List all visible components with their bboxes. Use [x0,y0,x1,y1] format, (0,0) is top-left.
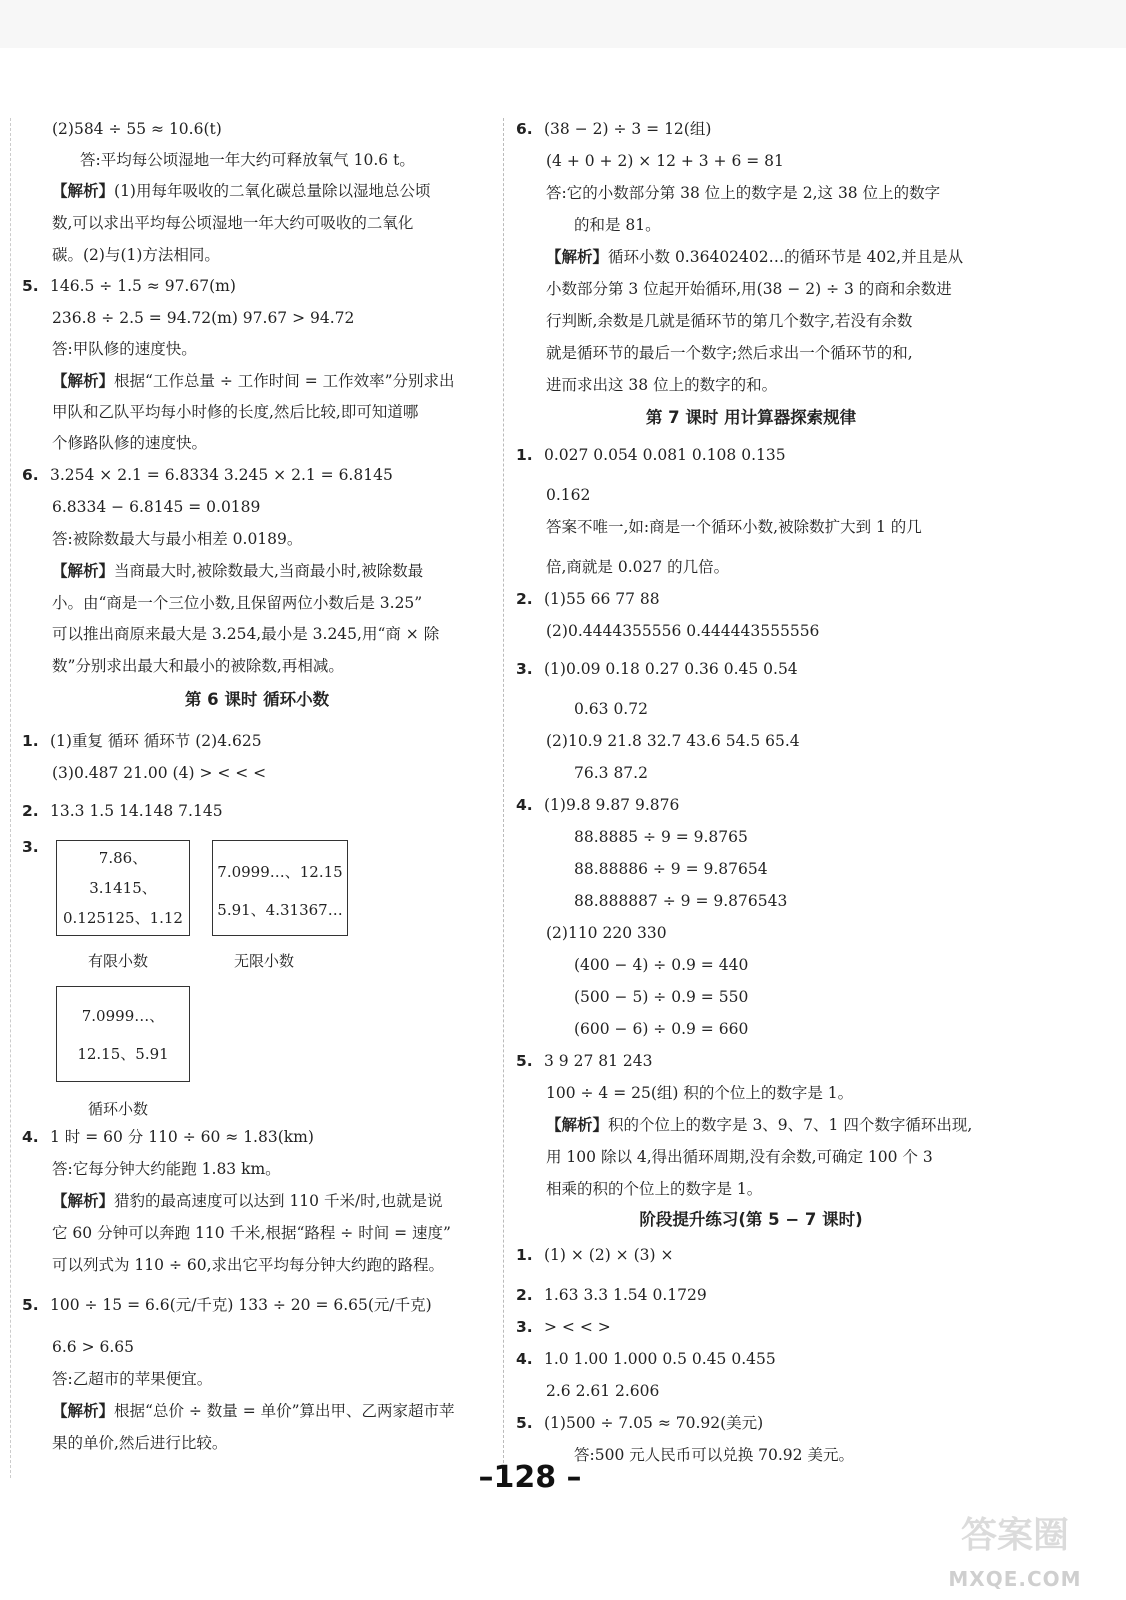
analysis-line: 果的单价,然后进行比较。 [52,1434,228,1452]
question-number: 5. [516,1414,533,1432]
answer-line: 76.3 87.2 [574,764,648,782]
question-number: 6. [22,466,39,484]
question-number: 5. [516,1052,533,1070]
analysis-line: 【解析】根据“总价 ÷ 数量 = 单价”算出甲、乙两家超市苹 [52,1402,455,1420]
recurring-caption: 循环小数 [88,1100,149,1118]
analysis-line: 行判断,余数是几就是循环节的第几个数字,若没有余数 [546,312,913,330]
answer-line: (400 − 4) ÷ 0.9 = 440 [574,956,749,974]
question-number: 3. [516,1318,533,1336]
question-2 [516,588,660,610]
answer-text: 13.3 1.5 14.148 7.145 [50,802,223,820]
question-number: 4. [22,1128,39,1146]
analysis-line: 【解析】当商最大时,被除数最大,当商最小时,被除数最 [52,562,424,580]
box-line: 3.1415、 [89,879,157,897]
answer-line: 答:平均每公顷湿地一年大约可释放氧气 10.6 t。 [80,151,415,169]
answer-text: (1)0.09 0.18 0.27 0.36 0.45 0.54 [544,660,798,678]
question-2 [22,800,223,822]
analysis-line: 【解析】积的个位上的数字是 3、9、7、1 四个数字循环出现, [546,1116,973,1134]
question-number: 2. [22,802,39,820]
answer-line: 答:甲队修的速度快。 [52,340,197,358]
analysis-line: 就是循环节的最后一个数字;然后求出一个循环节的和, [546,344,913,362]
question-5 [22,275,236,297]
question-number: 6. [516,120,533,138]
question-2 [516,1284,707,1306]
question-1 [22,730,262,752]
analysis-line: 用 100 除以 4,得出循环周期,没有余数,可确定 100 个 3 [546,1148,933,1166]
analysis-line: 【解析】(1)用每年吸收的二氧化碳总量除以湿地总公顷 [52,182,431,200]
answer-text: 100 ÷ 15 = 6.6(元/千克) 133 ÷ 20 = 6.65(元/千克) [50,1296,432,1314]
question-3 [516,1316,611,1338]
analysis-tag: 【解析】 [52,372,115,390]
question-4 [516,1348,776,1370]
answer-text: (1) × (2) × (3) × [544,1246,674,1264]
answer-line: 答:500 元人民币可以兑换 70.92 美元。 [574,1446,854,1464]
answer-line: (2)584 ÷ 55 ≈ 10.6(t) [52,120,222,138]
analysis-tag: 【解析】 [52,182,115,200]
answer-line: (3)0.487 21.00 (4) > < < < [52,764,267,782]
answer-text: 3.254 × 2.1 = 6.8334 3.245 × 2.1 = 6.8145 [50,466,393,484]
question-6 [22,464,393,486]
finite-decimal-box [56,840,190,936]
answer-line: (2)110 220 330 [546,924,667,942]
analysis-line: 可以推出商原来最大是 3.254,最小是 3.245,用“商 × 除 [52,625,440,643]
analysis-line: 个修路队修的速度快。 [52,434,208,452]
answer-text: (38 − 2) ÷ 3 = 12(组) [544,120,712,138]
recurring-decimal-box [56,986,190,1082]
question-number: 2. [516,1286,533,1304]
question-number: 3. [516,660,533,678]
question-3 [22,836,50,858]
box-line: 0.125125、1.12 [63,909,183,927]
question-5 [22,1294,432,1316]
question-number: 5. [22,1296,39,1314]
answer-line: 0.63 0.72 [574,700,648,718]
analysis-line: 碳。(2)与(1)方法相同。 [52,246,220,264]
analysis-line: 甲队和乙队平均每小时修的长度,然后比较,即可知道哪 [52,403,419,421]
answer-line: 的和是 81。 [574,216,661,234]
answer-line: (4 + 0 + 2) × 12 + 3 + 6 = 81 [546,152,784,170]
answer-line: 答:被除数最大与最小相差 0.0189。 [52,530,303,548]
analysis-line: 数,可以求出平均每公顷湿地一年大约可吸收的二氧化 [52,214,414,232]
answer-line: 答:它每分钟大约能跑 1.83 km。 [52,1160,281,1178]
question-number: 3. [22,838,39,856]
answer-text: (1)500 ÷ 7.05 ≈ 70.92(美元) [544,1414,764,1432]
box-line: 12.15、5.91 [77,1045,169,1063]
answer-line: 6.8334 − 6.8145 = 0.0189 [52,498,261,516]
analysis-line: 【解析】循环小数 0.36402402…的循环节是 402,并且是从 [546,248,964,266]
answer-line: 0.162 [546,486,591,504]
answer-text: 1.0 1.00 1.000 0.5 0.45 0.455 [544,1350,776,1368]
analysis-tag: 【解析】 [546,1116,609,1134]
question-number: 4. [516,1350,533,1368]
box-line: 7.0999…、 [81,1007,165,1025]
answer-line: 答:乙超市的苹果便宜。 [52,1370,213,1388]
answer-line: 2.6 2.61 2.606 [546,1382,660,1400]
analysis-line: 小数部分第 3 位起开始循环,用(38 − 2) ÷ 3 的商和余数进 [546,280,952,298]
question-number: 1. [516,446,533,464]
answer-text: (1)55 66 77 88 [544,590,660,608]
answer-line: 100 ÷ 4 = 25(组) 积的个位上的数字是 1。 [546,1084,854,1102]
answer-line: (2)0.4444355556 0.444443555556 [546,622,820,640]
analysis-line: 进而求出这 38 位上的数字的和。 [546,376,778,394]
analysis-line: 相乘的积的个位上的数字是 1。 [546,1180,763,1198]
answer-line: 6.6 > 6.65 [52,1338,135,1356]
answer-line: 88.88886 ÷ 9 = 9.87654 [574,860,768,878]
analysis-line: 可以列式为 110 ÷ 60,求出它平均每分钟大约跑的路程。 [52,1256,445,1274]
answer-line: (2)10.9 21.8 32.7 43.6 54.5 65.4 [546,732,800,750]
box-line: 5.91、4.31367… [217,901,343,919]
analysis-line: 【解析】猎豹的最高速度可以达到 110 千米/时,也就是说 [52,1192,443,1210]
page-number: –128 – [478,1460,582,1495]
watermark-logo [920,1505,1110,1595]
answer-line: (500 − 5) ÷ 0.9 = 550 [574,988,749,1006]
answer-text: (1)9.8 9.87 9.876 [544,796,680,814]
infinite-decimal-box [212,840,348,936]
section-title-lesson-7: 第 7 课时 用计算器探索规律 [645,408,857,427]
analysis-tag: 【解析】 [52,1402,115,1420]
question-number: 5. [22,277,39,295]
watermark-site-text: MXQE.COM [948,1567,1082,1591]
answer-line: 答:它的小数部分第 38 位上的数字是 2,这 38 位上的数字 [546,184,941,202]
question-number: 1. [22,732,39,750]
answer-line: 答案不唯一,如:商是一个循环小数,被除数扩大到 1 的几 [546,518,922,536]
analysis-line: 它 60 分钟可以奔跑 110 千米,根据“路程 ÷ 时间 = 速度” [52,1224,451,1242]
question-1 [516,444,786,466]
analysis-line: 【解析】根据“工作总量 ÷ 工作时间 = 工作效率”分别求出 [52,372,455,390]
box-line: 7.86、 [98,849,148,867]
answer-text: 1.63 3.3 1.54 0.1729 [544,1286,707,1304]
box-line: 7.0999…、12.15 [217,863,343,881]
left-margin-line [10,118,11,1478]
answer-text: (1)重复 循环 循环节 (2)4.625 [50,732,262,750]
analysis-tag: 【解析】 [52,1192,115,1210]
answer-text: 0.027 0.054 0.081 0.108 0.135 [544,446,786,464]
section-title-stage-practice: 阶段提升练习(第 5 − 7 课时) [639,1210,863,1229]
finite-caption: 有限小数 [88,952,149,970]
top-band [0,0,1126,48]
analysis-tag: 【解析】 [52,562,115,580]
answer-line: 88.8885 ÷ 9 = 9.8765 [574,828,748,846]
answer-text: 3 9 27 81 243 [544,1052,653,1070]
question-1 [516,1244,673,1266]
question-5 [516,1412,763,1434]
question-6 [516,118,711,140]
analysis-line: 数”分别求出最大和最小的被除数,再相减。 [52,657,344,675]
watermark-logo-text: 答案圈 [960,1515,1069,1556]
answer-text: 1 时 = 60 分 110 ÷ 60 ≈ 1.83(km) [50,1128,314,1146]
question-number: 2. [516,590,533,608]
answer-line: 倍,商就是 0.027 的几倍。 [546,558,730,576]
question-4 [22,1126,314,1148]
question-number: 4. [516,796,533,814]
question-number: 1. [516,1246,533,1264]
answer-text: > < < > [544,1318,611,1336]
section-title-lesson-6: 第 6 课时 循环小数 [184,690,330,709]
answer-line: 88.888887 ÷ 9 = 9.876543 [574,892,788,910]
column-divider [503,118,504,1478]
infinite-caption: 无限小数 [234,952,295,970]
analysis-tag: 【解析】 [546,248,609,266]
question-4 [516,794,679,816]
analysis-line: 小。由“商是一个三位小数,且保留两位小数后是 3.25” [52,594,423,612]
answer-line: 236.8 ÷ 2.5 = 94.72(m) 97.67 > 94.72 [52,309,355,327]
answer-text: 146.5 ÷ 1.5 ≈ 97.67(m) [50,277,236,295]
question-3 [516,658,798,680]
question-5 [516,1050,652,1072]
answer-line: (600 − 6) ÷ 0.9 = 660 [574,1020,749,1038]
